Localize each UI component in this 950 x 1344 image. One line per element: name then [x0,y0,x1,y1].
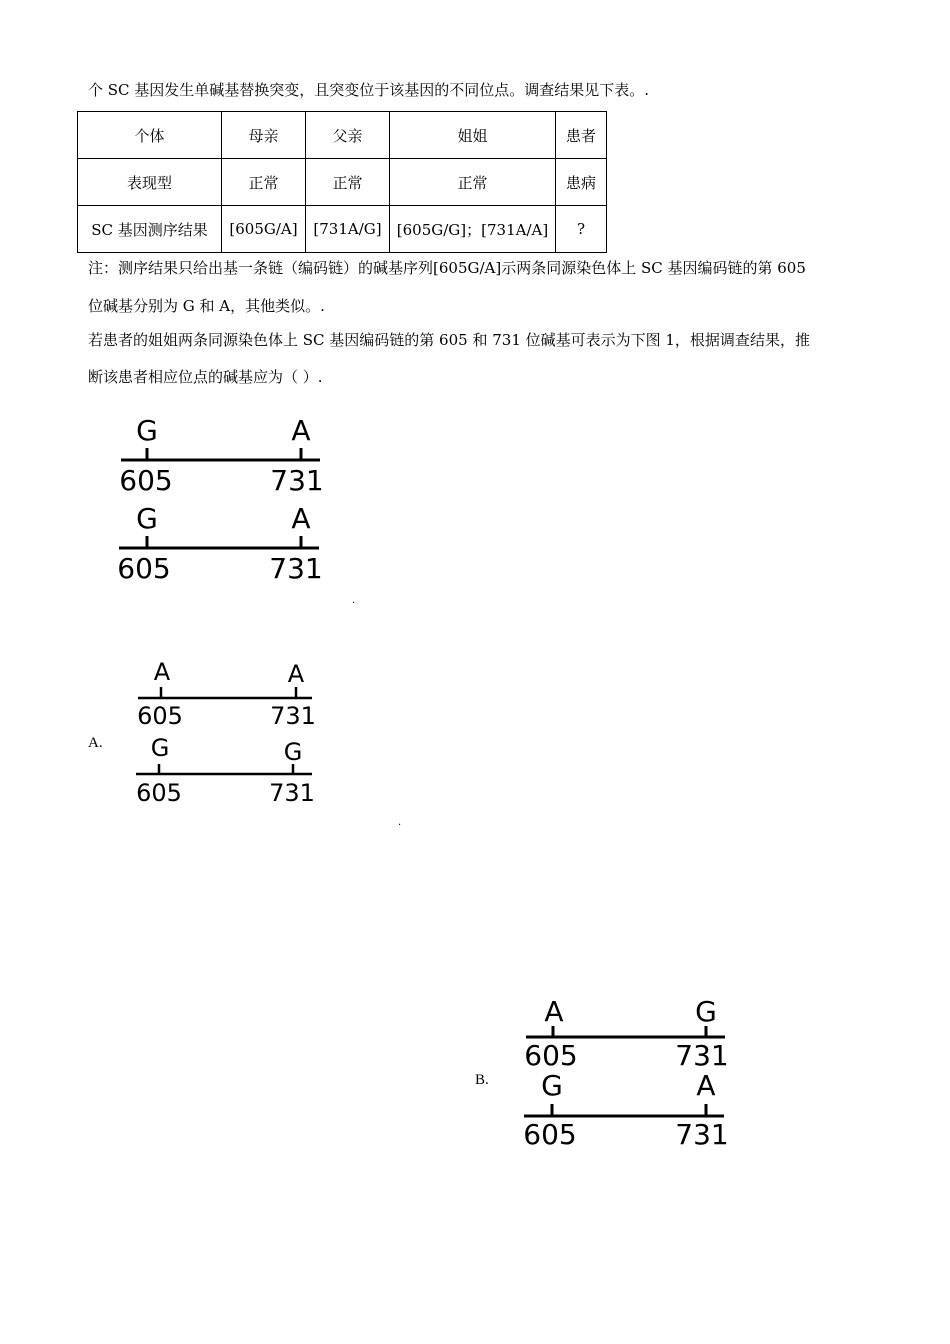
table-cell: 患病 [556,159,607,206]
table-cell: ? [556,206,607,253]
table-cell: [605G/A] [222,206,306,253]
position-label: 731 [675,1039,729,1072]
base-label: A [291,502,311,535]
figure-1-diagram [115,410,325,590]
option-a-diagram[interactable] [132,654,322,809]
stray-dot: · [352,598,356,609]
base-label: G [283,738,303,766]
table-cell: SC 基因测序结果 [78,206,222,253]
base-label: G [136,414,158,447]
position-label: 605 [137,702,183,730]
note-line-2: 位碱基分别为 G 和 A，其他类似。. [88,297,325,315]
position-label: 605 [524,1039,578,1072]
base-label: A [291,414,311,447]
option-b-label[interactable]: B. [475,1072,489,1088]
stray-dot: · [398,820,402,831]
table-cell: [731A/G] [306,206,390,253]
position-label: 731 [269,552,323,585]
question-line-1: 若患者的姐姐两条同源染色体上 SC 基因编码链的第 605 和 731 位碱基可表示为下图 1，根据调查结果，推 [88,331,810,349]
table-cell: 父亲 [306,112,390,159]
option-b-diagram[interactable] [520,993,735,1153]
table-cell: 母亲 [222,112,306,159]
table-row [78,159,607,206]
table-cell: 正常 [306,159,390,206]
question-line-2: 断该患者相应位点的碱基应为（ ）. [88,368,323,386]
base-label: A [696,1069,716,1102]
base-label: A [153,658,171,686]
option-a-label[interactable]: A. [88,735,103,751]
base-label: A [544,995,564,1028]
base-label: G [695,995,717,1028]
position-label: 605 [523,1118,577,1151]
table-row [78,206,607,253]
table-cell: 患者 [556,112,607,159]
position-label: 605 [136,779,182,807]
table-row [78,112,607,159]
table-cell: 正常 [222,159,306,206]
position-label: 605 [119,464,173,497]
intro-text: 个 SC 基因发生单碱基替换突变，且突变位于该基因的不同位点。调查结果见下表。. [88,81,650,99]
position-label: 731 [270,702,316,730]
genotype-table [77,111,607,253]
base-label: G [150,734,170,762]
base-label: G [541,1069,563,1102]
table-cell: [605G/G]；[731A/A] [390,206,556,253]
note-line-1: 注：测序结果只给出基一条链（编码链）的碱基序列[605G/A]示两条同源染色体上 SC 基因编码链的第 605 [88,259,806,277]
base-label: A [287,660,305,688]
position-label: 605 [117,552,171,585]
base-label: G [136,502,158,535]
position-label: 731 [675,1118,729,1151]
table-cell: 个体 [78,112,222,159]
position-label: 731 [270,464,324,497]
table-cell: 正常 [390,159,556,206]
table-cell: 表现型 [78,159,222,206]
table-cell: 姐姐 [390,112,556,159]
position-label: 731 [269,779,315,807]
